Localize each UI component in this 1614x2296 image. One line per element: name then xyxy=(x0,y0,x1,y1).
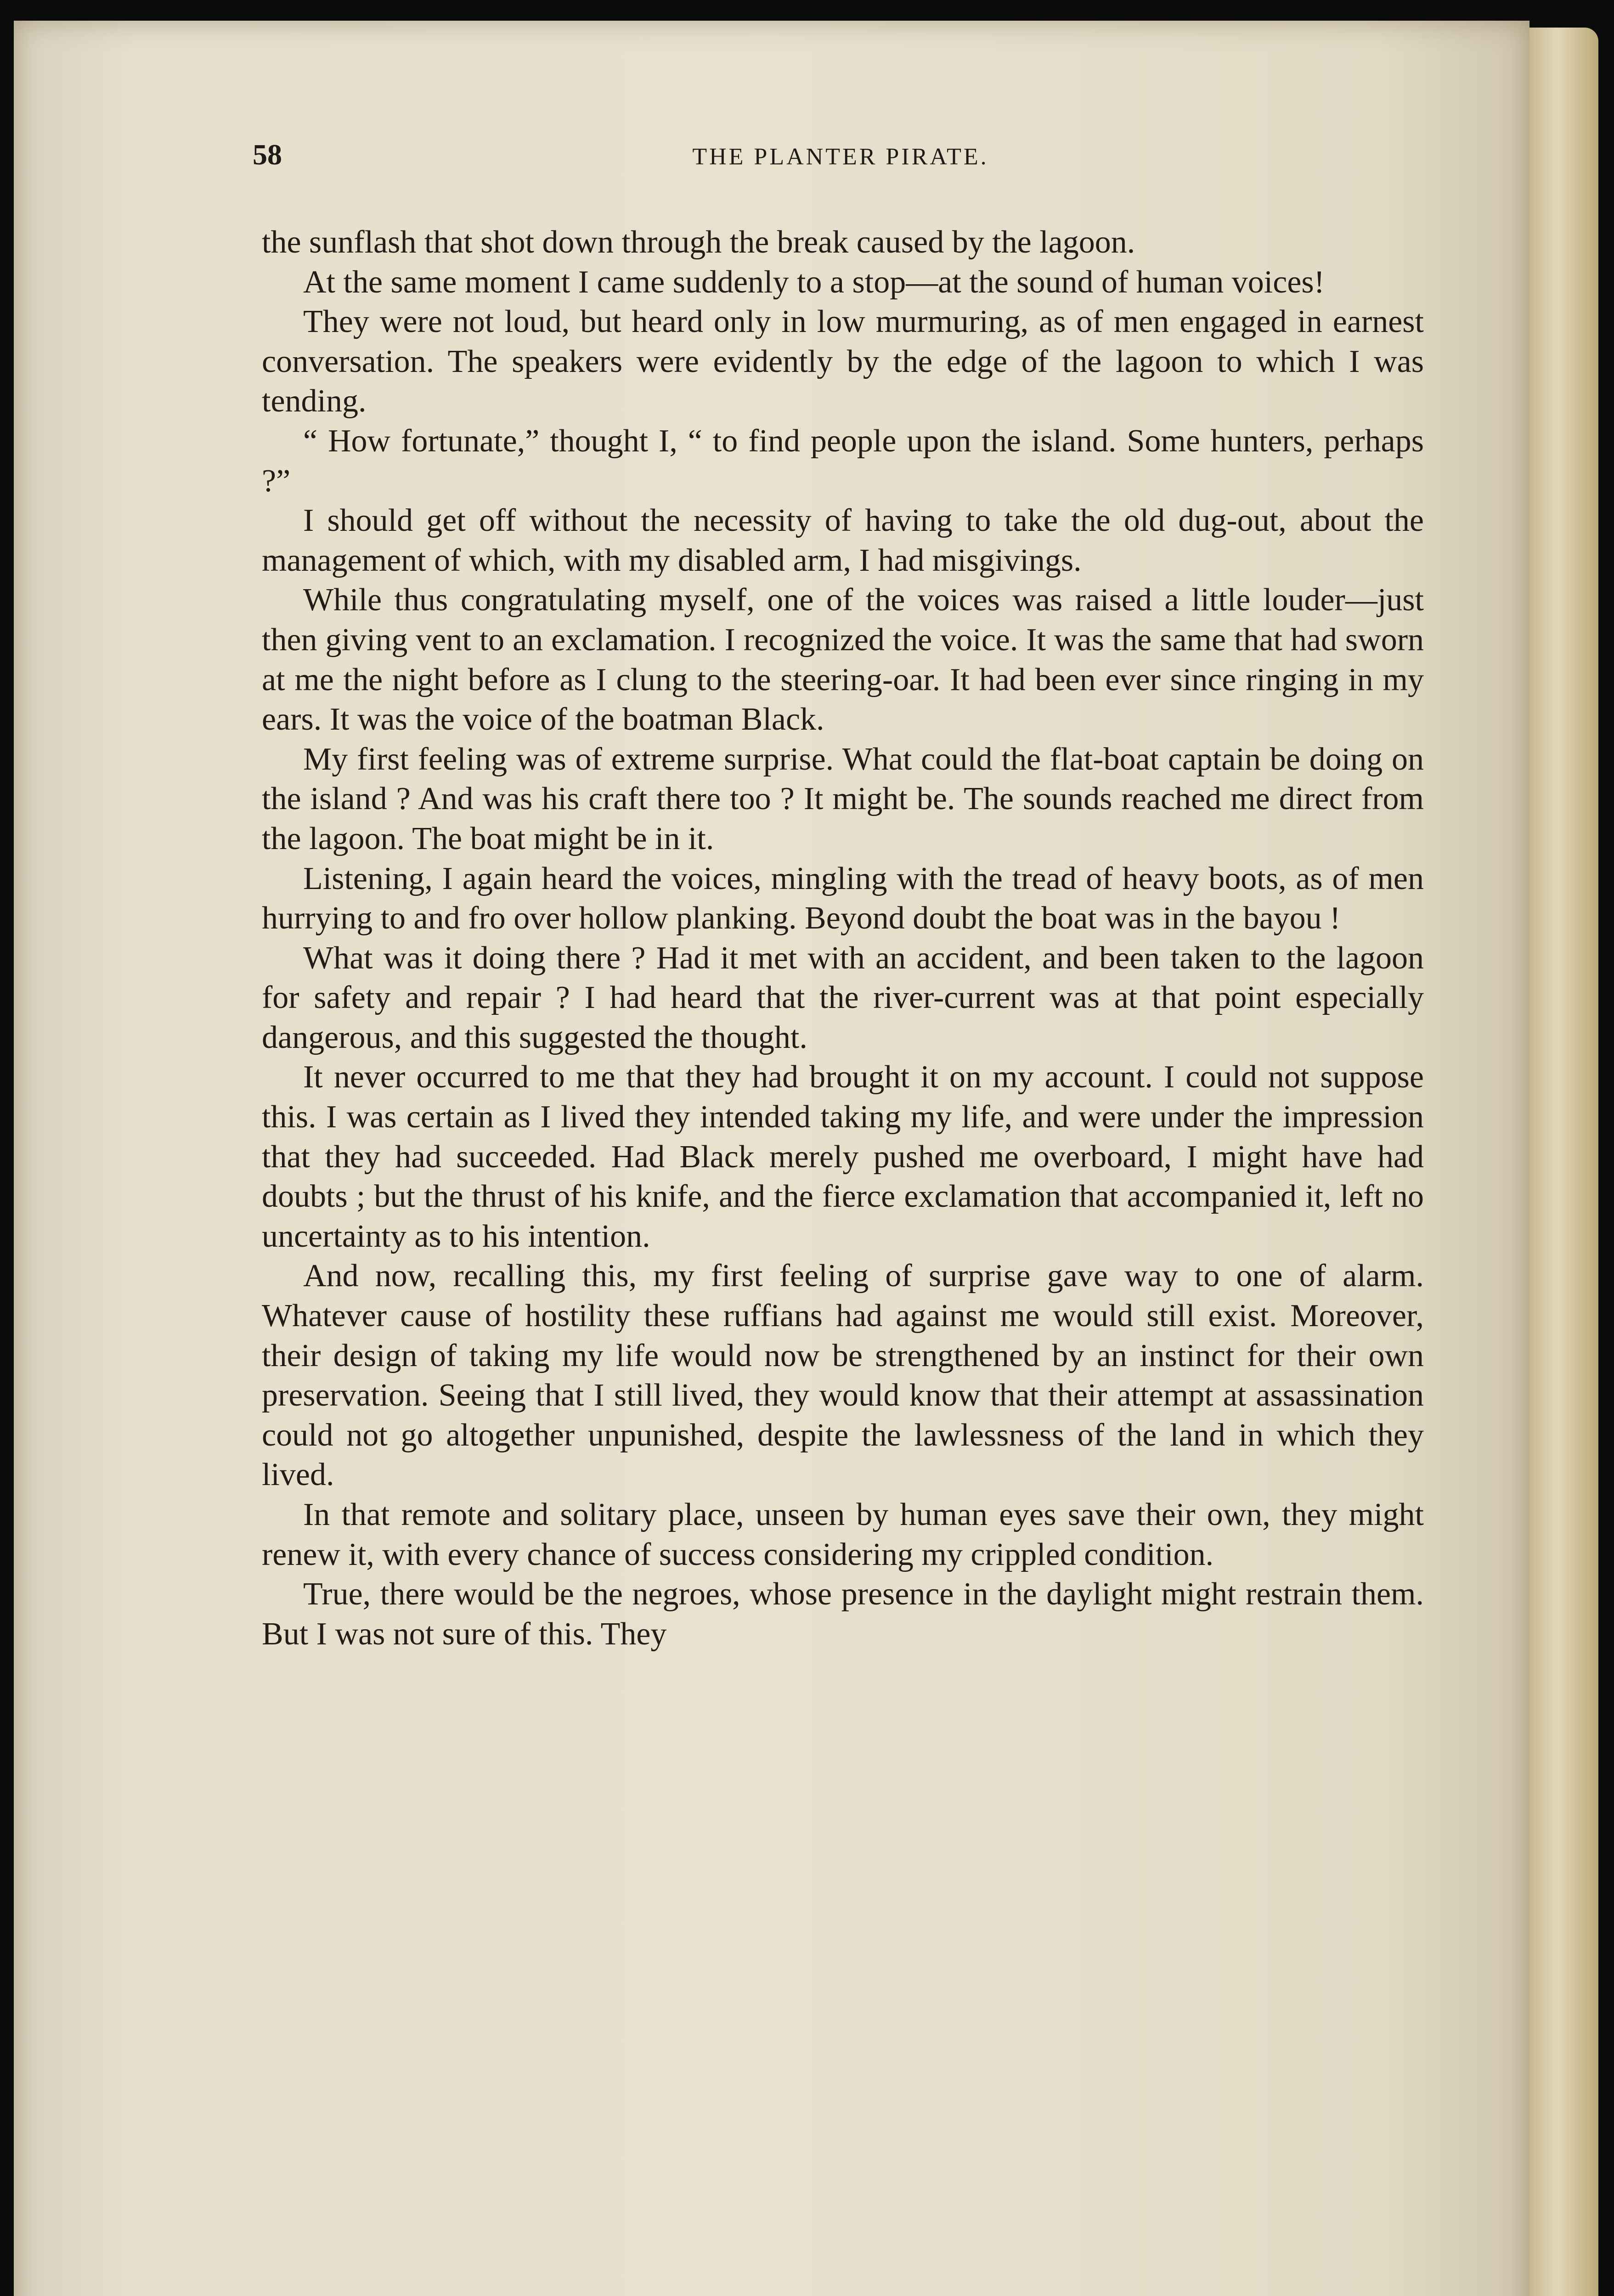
paragraph: While thus congratulating myself, one of the voices was raised a little louder—just then giving vent to an exclamation. I recognized the voice. It was the same that had sworn at me the night before as I clung to the steering-oar. It had been ever since ringing in my ears. It was the voice of the boatman Black. xyxy=(262,582,1424,737)
paragraph: At the same moment I came suddenly to a stop—at the sound of human voices! xyxy=(303,264,1325,300)
paragraph: In that remote and solitary place, unseen by human eyes save their own, they might renew it, with every chance of success considering my crippled condition. xyxy=(262,1497,1424,1572)
paragraph: True, there would be the negroes, whose presence in the daylight might restrain them. But I was not sure of this. They xyxy=(262,1576,1424,1652)
page-header xyxy=(253,138,1428,172)
book-spine xyxy=(1529,28,1598,2296)
running-head: THE PLANTER PIRATE. xyxy=(692,144,989,170)
paragraph: My first feeling was of extreme surprise. What could the flat-boat captain be doing on the island ? And was his craft there too ? It might be. The sounds reached me direct from the lagoon. The boat might be in it. xyxy=(262,741,1424,856)
paragraph: And now, recalling this, my first feeling of surprise gave way to one of alarm. Whatever cause of hostility these ruffians had against me would still exist. Moreover, their design of taking my life would now be strengthened by an instinct for their own preservation. Seeing that I still lived, they would know that their attempt at assassination could not go altogether unpunished, despite the lawlessness of the land in which they lived. xyxy=(262,1258,1424,1493)
paragraph: What was it doing there ? Had it met with an accident, and been taken to the lagoon for safety and repair ? I had heard that the river-current was at that point especially dangerous, and this suggested the thought. xyxy=(262,940,1424,1055)
paragraph: Listening, I again heard the voices, mingling with the tread of heavy boots, as of men hurrying to and fro over hollow planking. Beyond doubt the boat was in the bayou ! xyxy=(262,861,1424,936)
paragraph: It never occurred to me that they had brought it on my account. I could not suppose this. I was certain as I lived they intended taking my life, and were under the impression that they had succeeded. Had Black merely pushed me overboard, I might have had doubts ; but the thrust of his knife, and the fierce exclamation that accompanied it, left no uncertainty as to his intention. xyxy=(262,1059,1424,1254)
paragraph: I should get off without the necessity of having to take the old dug-out, about the management of which, with my disabled arm, I had misgivings. xyxy=(262,503,1424,578)
paragraph: the sunflash that shot down through the break caused by the lagoon. xyxy=(262,225,1135,260)
book-page xyxy=(14,21,1529,2296)
paragraph: “ How fortunate,” thought I, “ to find people upon the island. Some hunters, perhaps ?” xyxy=(262,423,1424,499)
page-number: 58 xyxy=(253,138,282,171)
body-text xyxy=(262,223,1424,1654)
paragraph: They were not loud, but heard only in low murmuring, as of men engaged in earnest conversation. The speakers were evidently by the edge of the lagoon to which I was tending. xyxy=(262,304,1424,419)
